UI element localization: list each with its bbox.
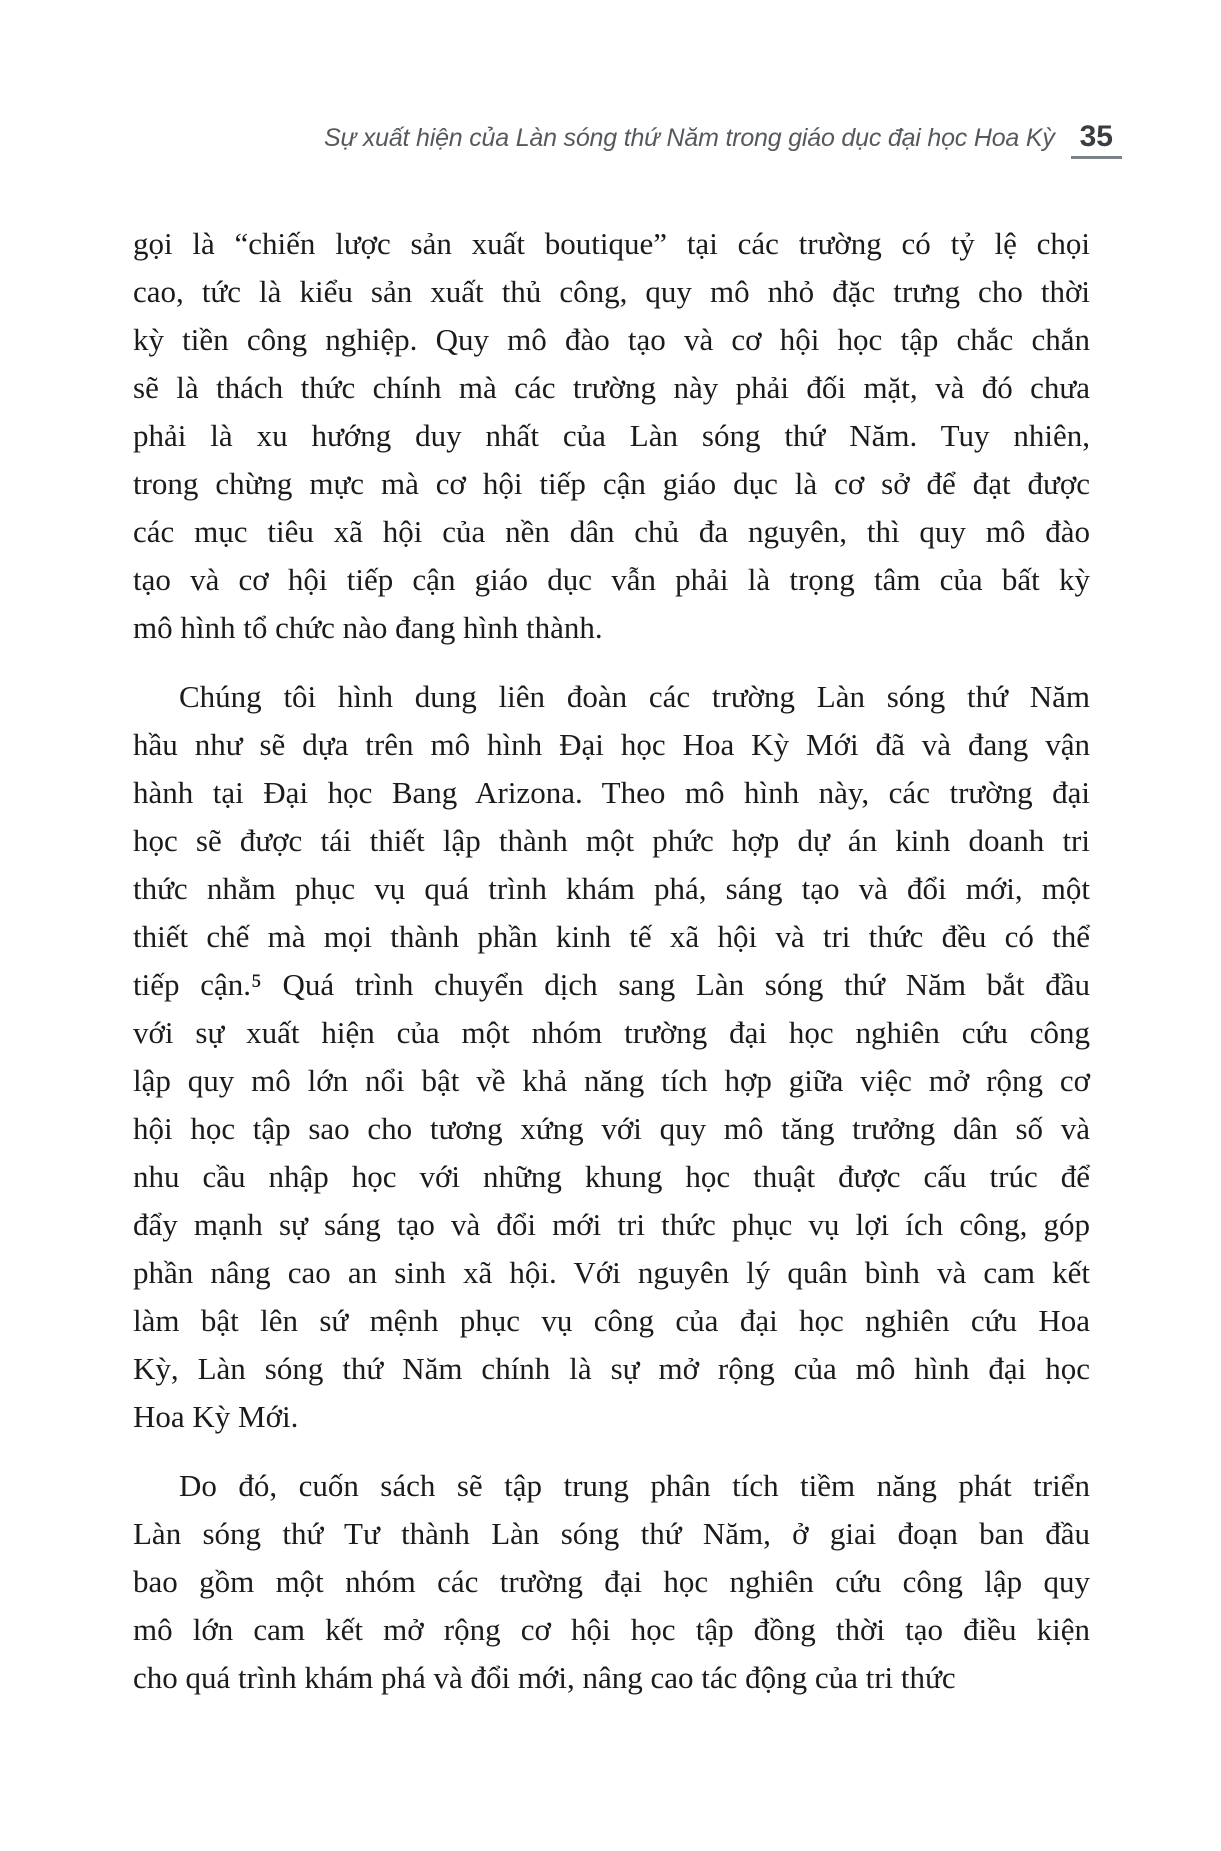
text-line: phải là xu hướng duy nhất của Làn sóng thứ Năm. Tuy nhiên,	[133, 418, 1090, 453]
text-line: Kỳ, Làn sóng thứ Năm chính là sự mở rộng của mô hình đại học	[133, 1351, 1090, 1386]
text-line: kỳ tiền công nghiệp. Quy mô đào tạo và cơ hội học tập chắc chắn	[133, 322, 1090, 357]
text-line: lập quy mô lớn nổi bật về khả năng tích hợp giữa việc mở rộng cơ	[133, 1063, 1090, 1098]
page-number: 35	[1071, 122, 1122, 159]
text-line: đẩy mạnh sự sáng tạo và đổi mới tri thức phục vụ lợi ích công, góp	[133, 1207, 1090, 1242]
text-line: nhu cầu nhập học với những khung học thuật được cấu trúc để	[133, 1159, 1090, 1194]
text-line: trong chừng mực mà cơ hội tiếp cận giáo dục là cơ sở để đạt được	[133, 466, 1090, 501]
text-line: thiết chế mà mọi thành phần kinh tế xã hội và tri thức đều có thể	[133, 919, 1090, 954]
text-line: cao, tức là kiểu sản xuất thủ công, quy mô nhỏ đặc trưng cho thời	[133, 274, 1090, 309]
text-line: với sự xuất hiện của một nhóm trường đại học nghiên cứu công	[133, 1015, 1090, 1050]
page-body	[133, 220, 1090, 1702]
text-line: Chúng tôi hình dung liên đoàn các trường Làn sóng thứ Năm	[179, 679, 1090, 714]
text-line: hầu như sẽ dựa trên mô hình Đại học Hoa Kỳ Mới đã và đang vận	[133, 727, 1090, 762]
text-line: gọi là “chiến lược sản xuất boutique” tại các trường có tỷ lệ chọi	[133, 226, 1090, 261]
text-line: tạo và cơ hội tiếp cận giáo dục vẫn phải là trọng tâm của bất kỳ	[133, 562, 1090, 597]
text-line: Hoa Kỳ Mới.	[133, 1399, 299, 1434]
text-line: các mục tiêu xã hội của nền dân chủ đa nguyên, thì quy mô đào	[133, 514, 1090, 549]
text-line: thức nhằm phục vụ quá trình khám phá, sáng tạo và đổi mới, một	[133, 871, 1090, 906]
text-line: hành tại Đại học Bang Arizona. Theo mô hình này, các trường đại	[133, 775, 1090, 810]
text-line: phần nâng cao an sinh xã hội. Với nguyên lý quân bình và cam kết	[133, 1255, 1090, 1290]
text-line: Do đó, cuốn sách sẽ tập trung phân tích tiềm năng phát triển	[179, 1468, 1090, 1503]
text-line: tiếp cận.⁵ Quá trình chuyển dịch sang Làn sóng thứ Năm bắt đầu	[133, 967, 1090, 1002]
text-line: bao gồm một nhóm các trường đại học nghiên cứu công lập quy	[133, 1564, 1090, 1599]
running-title: Sự xuất hiện của Làn sóng thứ Năm trong giáo dục đại học Hoa Kỳ	[323, 124, 1055, 152]
paragraph	[133, 1462, 1090, 1702]
text-line: mô lớn cam kết mở rộng cơ hội học tập đồng thời tạo điều kiện	[133, 1612, 1090, 1647]
text-line: làm bật lên sứ mệnh phục vụ công của đại học nghiên cứu Hoa	[133, 1303, 1090, 1338]
running-header	[133, 120, 1113, 159]
text-line: học sẽ được tái thiết lập thành một phức hợp dự án kinh doanh tri	[133, 823, 1090, 858]
paragraph	[133, 673, 1090, 1441]
text-line: sẽ là thách thức chính mà các trường này phải đối mặt, và đó chưa	[133, 370, 1090, 405]
paragraph	[133, 220, 1090, 652]
text-line: Làn sóng thứ Tư thành Làn sóng thứ Năm, ở giai đoạn ban đầu	[133, 1516, 1090, 1551]
text-line: cho quá trình khám phá và đổi mới, nâng cao tác động của tri thức	[133, 1660, 956, 1695]
text-line: hội học tập sao cho tương xứng với quy mô tăng trưởng dân số và	[133, 1111, 1090, 1146]
text-line: mô hình tổ chức nào đang hình thành.	[133, 610, 603, 645]
